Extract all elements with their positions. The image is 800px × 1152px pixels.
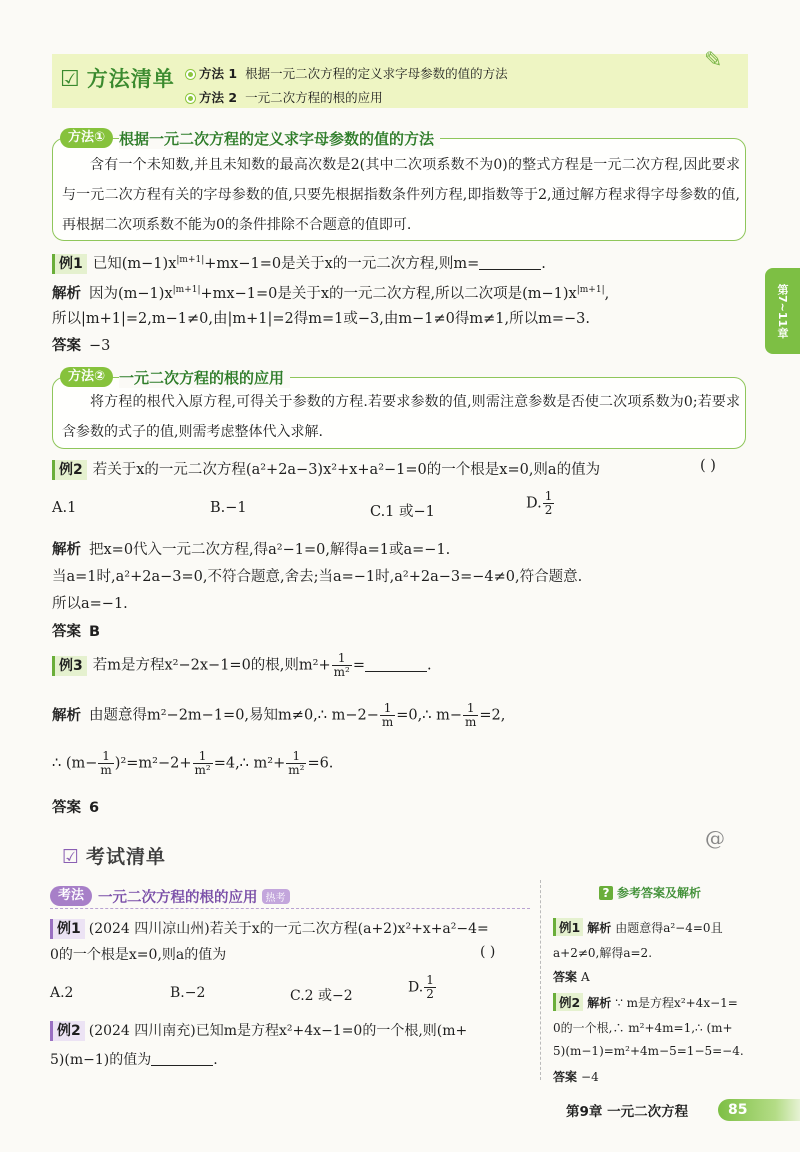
snail-doodle-icon: @ bbox=[705, 826, 725, 850]
exam-q1-option-b: B.−2 bbox=[170, 985, 206, 1001]
exam-list-title: ☑ 考试清单 bbox=[62, 846, 167, 868]
exam-q2-line2: 5)(m−1)的值为 . bbox=[50, 1052, 218, 1068]
answer1-line2: a+2≠0,解得a=2. bbox=[553, 946, 653, 960]
example3-label: 例3 bbox=[52, 656, 87, 676]
pencil-doodle-icon: ✎ bbox=[704, 48, 723, 73]
example2-option-c: C.1 或−1 bbox=[370, 504, 435, 520]
exam-q1-option-a: A.2 bbox=[50, 985, 74, 1001]
page-number: 85 bbox=[718, 1099, 800, 1121]
answer-blank bbox=[151, 1051, 213, 1066]
exam-q1-paren: ( ) bbox=[480, 944, 496, 960]
method-list-title: ☑ 方法清单 bbox=[60, 67, 175, 92]
answer-blank bbox=[365, 657, 427, 672]
bullet-icon bbox=[186, 94, 195, 103]
answer1-line1: 例1 解析 由题意得a²−4=0且 bbox=[553, 918, 723, 936]
example3-answer: 答案 6 bbox=[52, 800, 100, 816]
exam-q1-option-d: D. $\frac{1}{2}$ bbox=[408, 973, 434, 1001]
chapter-side-tab: 第7~11章 bbox=[765, 268, 800, 354]
example1-answer: 答案 −3 bbox=[52, 338, 111, 354]
answer2-line1: 例2 解析 ∵ m是方程x²+4x−1= bbox=[553, 993, 738, 1011]
divider bbox=[50, 908, 530, 909]
example1-question: 例1 已知$(m-1)x^{|m+1|}+mx-1=0$是关于x的一元二次方程,则m= . bbox=[52, 252, 546, 274]
exam-q2-label: 例2 bbox=[50, 1021, 85, 1041]
answer-blank bbox=[479, 255, 541, 270]
example3-solution-line1: 解析 由题意得m²−2m−1=0,易知m≠0,∴ m−2− $\frac{1}{m}$ =0,∴ m− $\frac{1}{m}$ =2, bbox=[52, 701, 506, 729]
example3-solution-line2: ∴ (m− $\frac{1}{m}$ )²=m²−2+ $\frac{1}{\text{m²}}$ =4,∴ m²+ $\frac{1}{\text{m²}}$ =6. bbox=[52, 749, 334, 777]
column-divider bbox=[540, 880, 541, 1080]
exam-q1-line1: 例1 (2024 四川凉山州)若关于x的一元二次方程(a+2)x²+x+a²−4= bbox=[50, 918, 489, 939]
example2-option-d: D. $\frac{1}{2}$ bbox=[526, 489, 553, 517]
answer2-answer: 答案 −4 bbox=[553, 1070, 599, 1084]
answer1-answer: 答案 A bbox=[553, 970, 590, 984]
bullet-icon bbox=[186, 70, 195, 79]
method1-title: 根据一元二次方程的定义求字母参数的值的方法 bbox=[119, 128, 440, 149]
example2-paren: ( ) bbox=[700, 458, 716, 474]
example2-answer: 答案 B bbox=[52, 624, 101, 640]
method2-tag: 方法② bbox=[60, 367, 113, 387]
method-list-item-1: 方法 1 根据一元二次方程的定义求字母参数的值的方法 bbox=[186, 64, 508, 82]
example2-label: 例2 bbox=[52, 460, 87, 480]
example2-solution-line3: 所以a=−1. bbox=[52, 596, 128, 612]
exam-q1-line2: 0的一个根是x=0,则a的值为 bbox=[50, 947, 227, 963]
example2-option-b: B.−1 bbox=[210, 500, 247, 516]
exam-q1-option-c: C.2 或−2 bbox=[290, 988, 353, 1004]
question-mark-icon: ? bbox=[599, 886, 613, 900]
exam-tag: 考法 bbox=[50, 886, 92, 906]
answer2-line3: 5)(m−1)=m²+4m−5=1−5=−4. bbox=[553, 1044, 744, 1058]
checkmark-icon: ☑ bbox=[60, 67, 81, 92]
example1-solution-line1: 解析 因为$(m-1)x^{|m+1|}+mx-1=0$是关于x的一元二次方程,所以二次项是$(m-1)x^{|m+1|}$, bbox=[52, 285, 610, 302]
example2-option-a: A.1 bbox=[52, 500, 77, 516]
method2-title: 一元二次方程的根的应用 bbox=[119, 367, 290, 388]
example2-solution-line2: 当a=1时,a²+2a−3=0,不符合题意,舍去;当a=−1时,a²+2a−3=−4≠0,符合题意. bbox=[52, 569, 583, 585]
exam-method-header bbox=[50, 886, 290, 906]
method1-tag: 方法① bbox=[60, 128, 113, 148]
answer2-line2: 0的一个根,∴ m²+4m=1,∴ (m+ bbox=[553, 1021, 733, 1035]
method1-header bbox=[60, 127, 440, 149]
method2-header bbox=[60, 366, 290, 388]
chapter-footer: 第9章 一元二次方程 bbox=[566, 1104, 689, 1120]
example2-question: 例2 若关于x的一元二次方程(a²+2a−3)x²+x+a²−1=0的一个根是x=0,则a的值为 bbox=[52, 458, 600, 480]
method-list-banner bbox=[52, 54, 748, 108]
example1-solution-line2: 所以|m+1|=2,m−1≠0,由|m+1|=2得m=1或−3,由m−1≠0得m≠1,所以m=−3. bbox=[52, 311, 590, 327]
example2-solution-line1: 解析 把x=0代入一元二次方程,得a²−1=0,解得a=1或a=−1. bbox=[52, 542, 451, 558]
exam-q1-label: 例1 bbox=[50, 919, 85, 939]
method-list-item-2: 方法 2 一元二次方程的根的应用 bbox=[186, 88, 383, 106]
exam-head-title: 一元二次方程的根的应用 bbox=[98, 889, 258, 906]
answer-panel-header: ? 参考答案及解析 bbox=[550, 884, 750, 901]
method1-text: 含有一个未知数,并且未知数的最高次数是2(其中二次项系数不为0)的整式方程是一元二次方程,因此要求与一元二次方程有关的字母参数的值,只要先根据指数条件列方程,即指数等于2,通过解方程求得字母参数的值,再根据二次项系数不能为0的条件排除不合题意的值即可. bbox=[62, 157, 740, 233]
exam-q2-line1: 例2 (2024 四川南充)已知m是方程x²+4x−1=0的一个根,则(m+ bbox=[50, 1020, 467, 1041]
example3-question: 例3 若m是方程x²−2x−1=0的根,则m²+ $\frac{1}{\text{m²}}$ = . bbox=[52, 652, 432, 679]
checkmark-icon: ☑ bbox=[62, 846, 81, 868]
example1-label: 例1 bbox=[52, 254, 87, 274]
hot-badge: 热考 bbox=[262, 889, 290, 904]
method2-text: 将方程的根代入原方程,可得关于参数的方程.若要求参数的值,则需注意参数是否使二次项系数为0;若要求含参数的式子的值,则需考虑整体代入求解. bbox=[62, 394, 740, 440]
